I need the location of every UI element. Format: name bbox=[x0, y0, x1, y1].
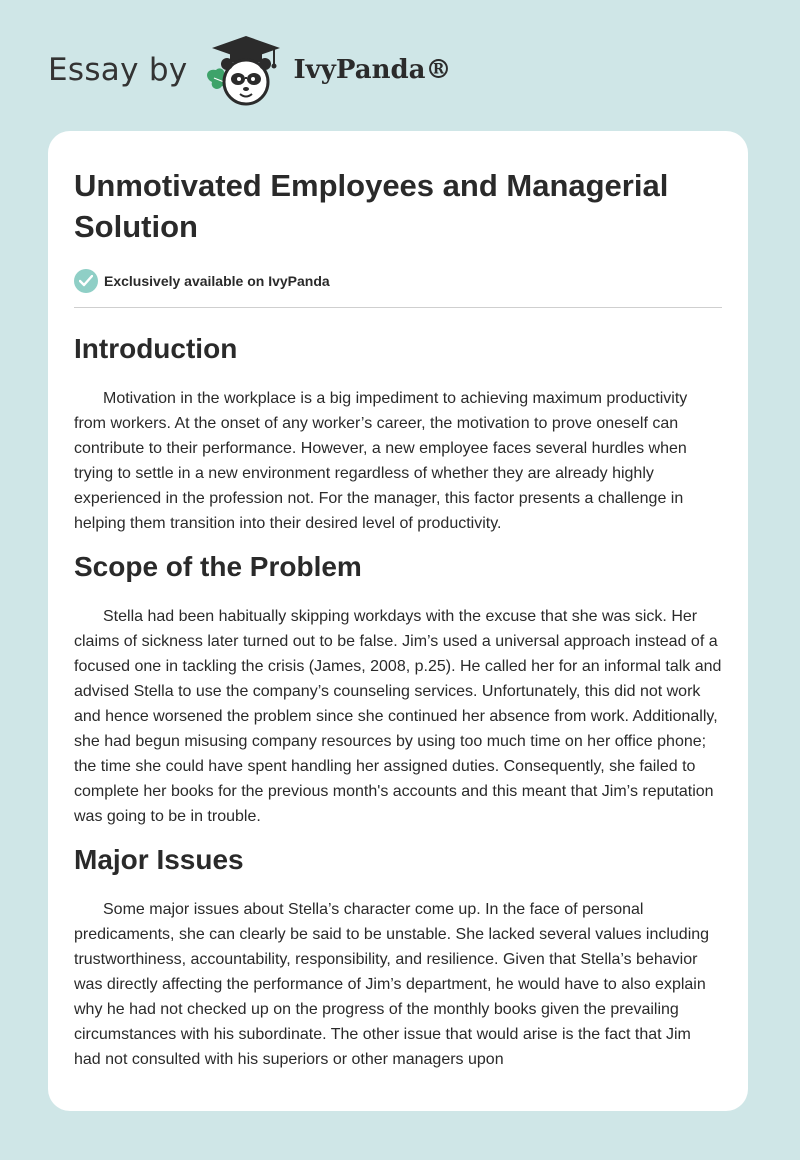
section-heading: Major Issues bbox=[74, 844, 244, 875]
divider bbox=[74, 307, 722, 308]
section-paragraph: Motivation in the workplace is a big impediment to achieving maximum productivity from workers. At the onset of any worker’s career, the motivation to prove oneself can contribute to their performance. However, a new employee faces several hurdles when trying to settle in a new environment regardless of whether they are already highly experienced in the profession not. For the manager, this factor presents a challenge in helping them transition into their desired level of productivity. bbox=[74, 390, 688, 532]
section-heading: Introduction bbox=[74, 333, 238, 364]
section-heading: Scope of the Problem bbox=[74, 551, 362, 582]
section-introduction bbox=[74, 332, 722, 536]
check-icon bbox=[74, 269, 98, 293]
essay-card bbox=[48, 131, 748, 1111]
exclusive-badge-label: Exclusively available on IvyPanda bbox=[104, 273, 330, 289]
section-paragraph: Some major issues about Stella’s character come up. In the face of personal predicaments, she can clearly be said to be unstable. She lacked several values including trustworthiness, accountability, responsibility, and resilience. Given that Stella’s behavior was directly affecting the performance of Jim’s department, he would have to also explain why he had not checked up on the progress of the monthly books given the prevailing circumstances with his subordinate. The other issue that would arise is the fact that Jim had not consulted with his superiors or other managers upon bbox=[74, 901, 710, 1068]
panda-logo-icon[interactable] bbox=[202, 30, 288, 110]
brand-name[interactable]: IvyPanda® bbox=[293, 55, 452, 85]
section-scope bbox=[74, 550, 722, 829]
site-header bbox=[48, 30, 452, 110]
section-paragraph: Stella had been habitually skipping workdays with the excuse that she was sick. Her claims of sickness later turned out to be false. Jim’s used a universal approach instead of a focused one in tackling the crisis (James, 2008, p.25). He called her for an informal talk and advised Stella to use the company’s counseling services. Unfortunately, this did not work and hence worsened the problem since she continued her absence from work. Additionally, she had begun misusing company resources by using too much time on her office phone; the time she could have spent handling her assigned duties. Consequently, she failed to complete her books for the previous month's accounts and this meant that Jim’s reputation was going to be in trouble. bbox=[74, 608, 722, 825]
section-major-issues bbox=[74, 843, 722, 1072]
essay-by-label: Essay by bbox=[48, 52, 188, 88]
exclusive-badge bbox=[74, 269, 722, 293]
essay-title: Unmotivated Employees and Managerial Solution bbox=[74, 168, 669, 244]
